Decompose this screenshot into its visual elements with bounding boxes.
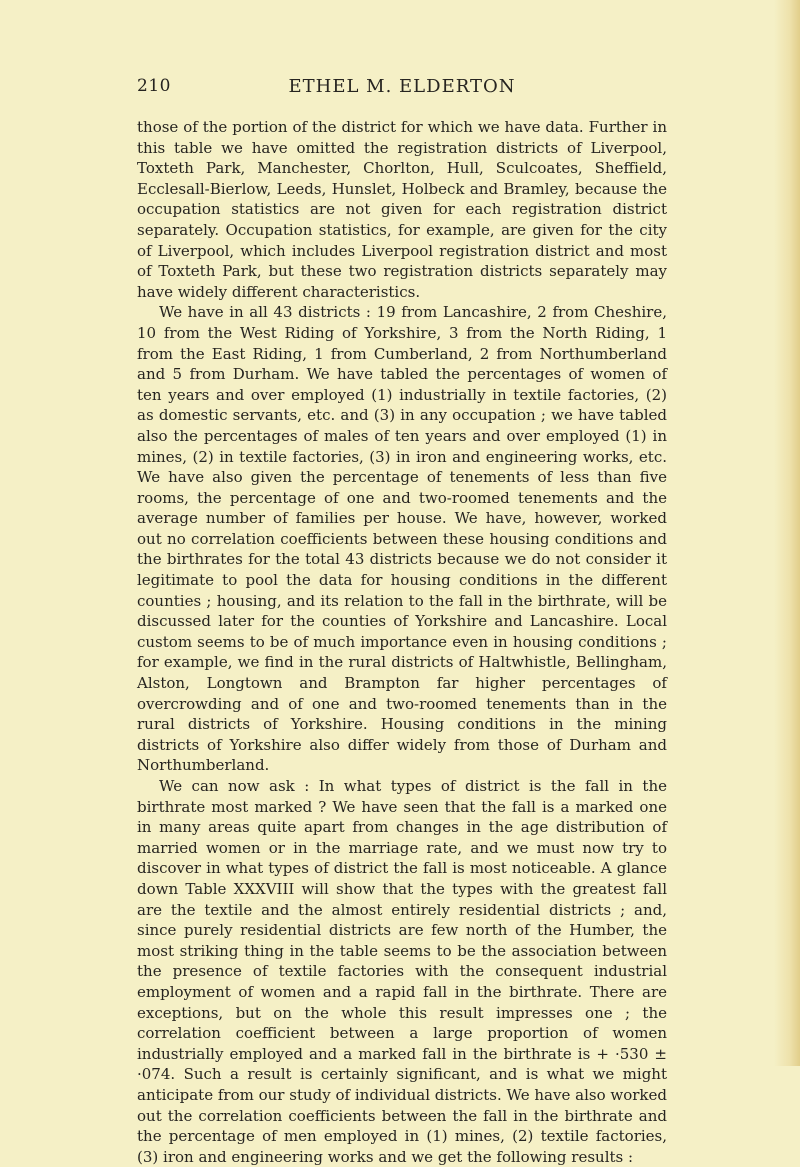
running-head: ETHEL M. ELDERTON <box>288 76 516 97</box>
page-edge-shadow <box>774 0 800 1066</box>
page-header <box>137 76 667 104</box>
paragraph-birthrate-fall: We can now ask : In what types of district is the fall in the birthrate most marked ? We have seen that the fall is a marked one in many areas quite apart from changes in the age distribution of married women or in the marriage rate, and we must now try to discover in what types of district the fall is most noticeable. A glance down Table XXXVIII will show that the types with the greatest fall are the textile and the almost entirely residential districts ; and, since purely residential districts are few north of the Humber, the most striking thing in the table seems to be the association between the presence of textile factories with the consequent industrial employment of women and a rapid fall in the birthrate. There are exceptions, but on the whole this result impresses one ; the correlation coefficient between a large proportion of women industrially employed and a marked fall in the birthrate is + ·530 ± ·074. Such a result is certainly significant, and is what we might anticipate from our study of individual districts. We have also worked out the correlation coefficients between the fall in the birthrate and the percentage of men employed in (1) mines, (2) textile factories, (3) iron and engineering works and we get the following results : <box>137 777 667 1166</box>
paragraph-continuation: those of the portion of the district for which we have data. Further in this table we have omitted the registration districts of Liverpool, Toxteth Park, Manchester, Chorlton, Hull, Sculcoates, Sheffield, Ecclesall-Bierlow, Leeds, Hunslet, Holbeck and Bramley, because the occupation statistics are not given for each registration district separately. Occupation statistics, for example, are given for the city of Liverpool, which includes Liverpool registration district and most of Toxteth Park, but these two registration districts separately may have widely different characteristics. <box>137 118 667 301</box>
page-number: 210 <box>137 76 171 96</box>
paragraph-districts: We have in all 43 districts : 19 from Lancashire, 2 from Cheshire, 10 from the West Riding of Yorkshire, 3 from the North Riding, 1 from the East Riding, 1 from Cumberland, 2 from Northumberland and 5 from Durham. We have tabled the percentages of women of ten years and over employed (1) industrially in textile factories, (2) as domestic servants, etc. and (3) in any occupation ; we have tabled also the percentages of males of ten years and over employed (1) in mines, (2) in textile factories, (3) in iron and engineering works, etc. We have also given the percentage of tenements of less than five rooms, the percentage of one and two-roomed tenements and the average number of families per house. We have, however, worked out no correlation coefficients between these housing conditions and the birthrates for the total 43 districts because we do not consider it legitimate to pool the data for housing conditions in the different counties ; housing, and its relation to the fall in the birthrate, will be discussed later for the counties of Yorkshire and Lancashire. Local custom seems to be of much importance even in housing conditions ; for example, we find in the rural districts of Haltwhistle, Bellingham, Alston, Longtown and Brampton far higher percentages of overcrowding and of one and two-roomed tenements than in the rural districts of Yorkshire. Housing conditions in the mining districts of Yorkshire also differ widely from those of Durham and Northumberland. <box>137 303 667 775</box>
body-text <box>137 117 667 1167</box>
